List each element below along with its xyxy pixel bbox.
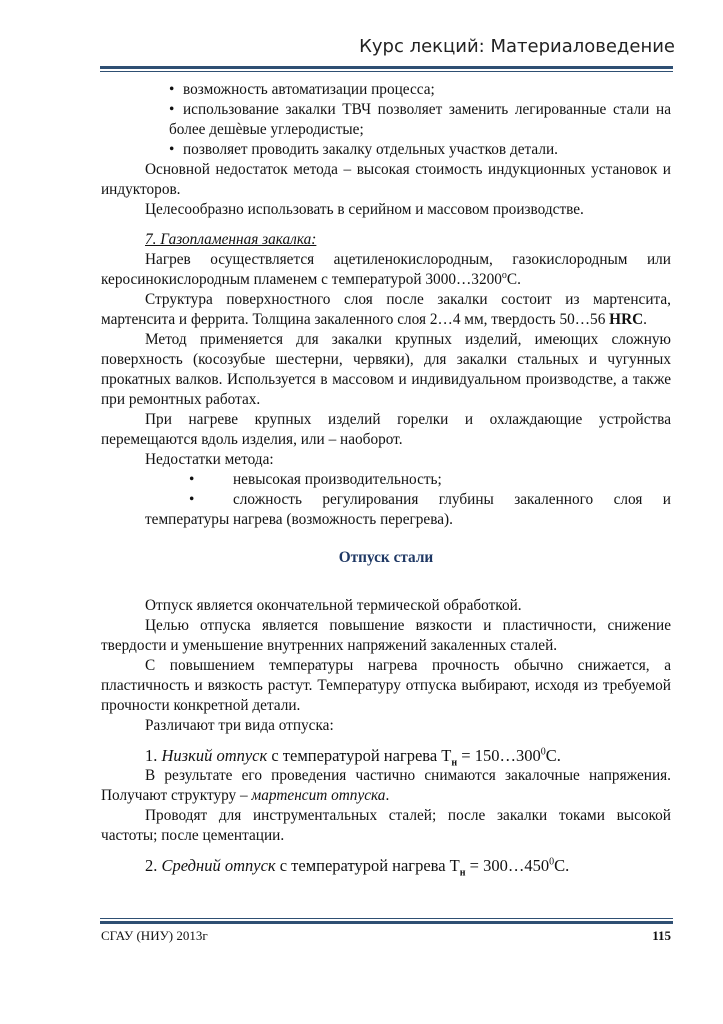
header-rule bbox=[100, 66, 673, 72]
bullet-item: • сложность регулирования глубины закаленного слоя и температуры нагрева (возможность перегрева). bbox=[145, 491, 671, 528]
bullet-item: • использование закалки ТВЧ позволяет заменить легированные стали на более дешѐвые углеродистые; bbox=[169, 101, 671, 138]
bullet-icon: • bbox=[189, 491, 195, 508]
bullet-item: • позволяет проводить закалку отдельных участков детали. bbox=[169, 141, 558, 158]
mid-tempering-heading: 2. Средний отпуск с температурой нагрева $Т_н$ = $300\dots 450^0С$. bbox=[145, 856, 570, 879]
bullet-item: • возможность автоматизации процесса; bbox=[169, 81, 435, 98]
bullet-icon: • bbox=[169, 101, 175, 118]
subheading-flame-hardening: 7. Газопламенная закалка: bbox=[145, 231, 317, 248]
paragraph-low-use: Проводят для инструментальных сталей; после закалки токами высокой частоты; после цементации. bbox=[101, 807, 671, 844]
footer-rule bbox=[100, 918, 673, 924]
paragraph-temperature: С повышением температуры нагрева прочность обычно снижается, а пластичность и вязкость растут. Температуру отпуска выбирают, исходя из требуемой прочности конкретной детали. bbox=[101, 657, 671, 714]
paragraph-structure: Структура поверхностного слоя после закалки состоит из мартенсита, мартенсита и феррита. Толщина закаленного слоя 2…4 мм, твердость 50…56 HRC. bbox=[101, 291, 671, 328]
page-header-title: Курс лекций: Материаловедение bbox=[359, 36, 675, 57]
bullet-icon: • bbox=[189, 471, 195, 488]
paragraph-low-result: В результате его проведения частично снимаются закалочные напряжения. Получают структуру – мартенсит отпуска. bbox=[101, 767, 671, 804]
paragraph-goal: Целью отпуска является повышение вязкости и пластичности, снижение твердости и уменьшение внутренних напряжений закаленных сталей. bbox=[101, 617, 671, 654]
paragraph-use: Целесообразно использовать в серийном и массовом производстве. bbox=[145, 201, 584, 218]
paragraph-kinds: Различают три вида отпуска: bbox=[145, 717, 334, 734]
section-title: Отпуск стали bbox=[338, 549, 434, 566]
page-number: 115 bbox=[652, 928, 671, 943]
low-tempering-heading: 1. Низкий отпуск с температурой нагрева $Т_н$ = $150\dots 300^0С$. bbox=[145, 746, 561, 769]
paragraph-disadvantage: Основной недостаток метода – высокая стоимость индукционных установок и индукторов. bbox=[101, 161, 671, 198]
paragraph-minus-title: Недостатки метода: bbox=[145, 451, 274, 468]
paragraph-method: Метод применяется для закалки крупных изделий, имеющих сложную поверхность (косозубые шестерни, червяки), для закалки стальных и чугунных прокатных валков. Используется в массовом и индивидуальном производстве, а также при ремонтных работах. bbox=[101, 331, 671, 408]
paragraph-heating: Нагрев осуществляется ацетиленокислородным, газокислородным или керосинокислородным пламенем с температурой $3000\dots 3200^оС$. bbox=[101, 251, 671, 288]
paragraph-move: При нагреве крупных изделий горелки и охлаждающие устройства перемещаются вдоль изделия, или – наоборот. bbox=[101, 411, 671, 448]
page-content bbox=[101, 80, 671, 879]
bullet-icon: • bbox=[169, 81, 175, 98]
paragraph-final: Отпуск является окончательной термической обработкой. bbox=[145, 597, 522, 614]
bullet-icon: • bbox=[169, 141, 175, 158]
bullet-item: • невысокая производительность; bbox=[189, 471, 442, 488]
footer-institution: СГАУ (НИУ) 2013г bbox=[101, 928, 208, 943]
